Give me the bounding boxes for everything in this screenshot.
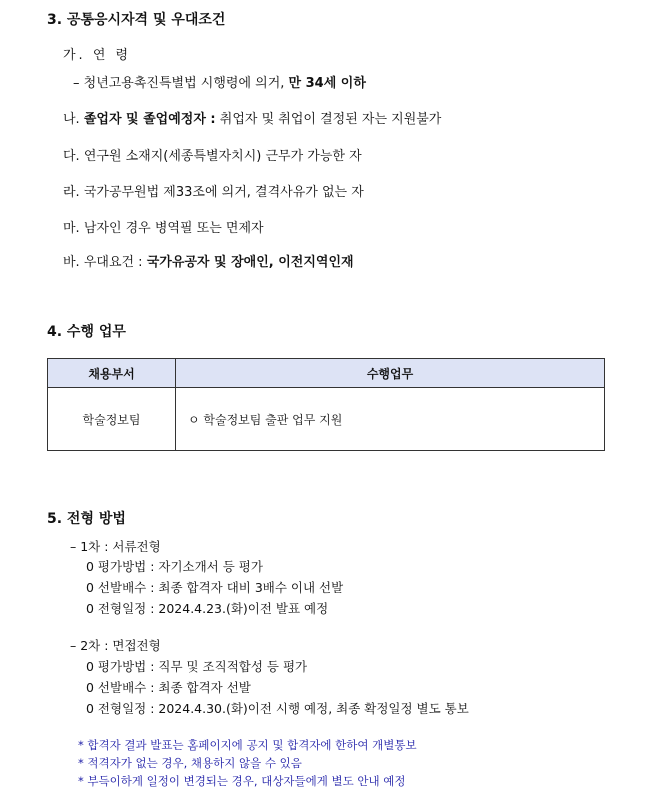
stage1-title: – 1차 : 서류전형 <box>70 539 161 554</box>
note: * 부득이하게 일정이 변경되는 경우, 대상자들에게 별도 안내 예정 <box>78 774 406 788</box>
stage2-item: 0 선발배수 : 최종 합격자 선발 <box>86 680 251 695</box>
header-duties: 수행업무 <box>176 359 605 388</box>
stage1-item: 0 전형일정 : 2024.4.23.(화)이전 발표 예정 <box>86 601 329 616</box>
stage2-item: 0 평가방법 : 직무 및 조직적합성 등 평가 <box>86 659 308 674</box>
item-ma: 마. 남자인 경우 병역필 또는 면제자 <box>63 221 264 236</box>
item-ba-prefix: 바. 우대요건 : <box>63 255 147 270</box>
item-ra: 라. 국가공무원법 제33조에 의거, 결격사유가 없는 자 <box>63 185 364 200</box>
item-na-prefix: 나. <box>63 112 84 127</box>
stage2-item: 0 전형일정 : 2024.4.30.(화)이전 시행 예정, 최종 확정일정 별도 통보 <box>86 701 469 716</box>
item-ba-emphasis: 국가유공자 및 장애인, 이전지역인재 <box>146 255 354 270</box>
item-ba <box>63 251 354 270</box>
duty-table <box>47 358 605 451</box>
item-na-rest: 취업자 및 취업이 결정된 자는 지원불가 <box>215 112 442 127</box>
item-na-emphasis: 졸업자 및 졸업예정자 : <box>83 112 216 127</box>
item-ga-detail-text: – 청년고용촉진특별법 시행령에 의거, <box>73 76 289 91</box>
stage1-item: 0 평가방법 : 자기소개서 등 평가 <box>86 559 263 574</box>
note: * 적격자가 없는 경우, 채용하지 않을 수 있음 <box>78 756 302 770</box>
duty-table-header-row <box>48 359 605 388</box>
cell-duties: ㅇ 학술정보팀 출판 업무 지원 <box>176 388 605 451</box>
item-ga-detail-emphasis: 만 34세 이하 <box>288 76 366 91</box>
stage1-item: 0 선발배수 : 최종 합격자 대비 3배수 이내 선발 <box>86 580 344 595</box>
table-row <box>48 388 605 451</box>
header-department: 채용부서 <box>48 359 176 388</box>
item-da: 다. 연구원 소재지(세종특별자치시) 근무가 가능한 자 <box>63 149 362 164</box>
section-3-title: 3. 공통응시자격 및 우대조건 <box>47 12 226 28</box>
stage2-title: – 2차 : 면접전형 <box>70 638 161 653</box>
item-na <box>63 108 441 127</box>
section-5-title: 5. 전형 방법 <box>47 511 126 527</box>
note: * 합격자 결과 발표는 홈페이지에 공지 및 합격자에 한하여 개별통보 <box>78 738 417 752</box>
section-4-title: 4. 수행 업무 <box>47 324 126 340</box>
item-ga-label: 가. 연 령 <box>63 48 132 63</box>
cell-department: 학술정보팀 <box>48 388 176 451</box>
item-ga-detail <box>73 72 366 91</box>
